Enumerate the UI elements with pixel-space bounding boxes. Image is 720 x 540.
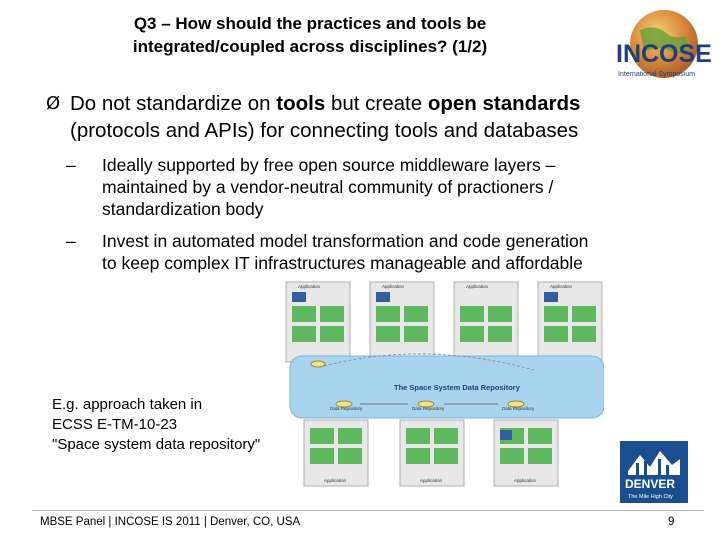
bullet-text-part1: Do not standardize on: [70, 92, 277, 115]
application-label-bottom-2: Application: [420, 478, 443, 483]
application-box-top-3: [454, 282, 518, 362]
bullet-bold-tools: tools: [276, 92, 326, 115]
denver-logo: [620, 441, 688, 503]
slide-title: [60, 12, 560, 58]
application-label-bottom-3: Application: [514, 478, 537, 483]
denver-logo-text: DENVER: [625, 477, 676, 491]
data-repository-label-1: Data Repository: [330, 406, 363, 411]
sub-bullet-2-line-1: Invest in automated model transformation and code generation: [102, 231, 589, 251]
bullet-text-part2: but create: [325, 92, 428, 115]
application-box-top-4: [538, 282, 602, 362]
repository-label: The Space System Data Repository: [394, 383, 520, 392]
incose-logo: [610, 6, 716, 88]
title-line-1: Q3 – How should the practices and tools be: [133, 14, 487, 33]
application-label-top-2: Application: [382, 284, 405, 289]
space-system-data-repository-diagram: [284, 278, 604, 498]
bullet-bold-open-standards: open standards: [427, 92, 581, 115]
application-label-top-3: Application: [466, 284, 489, 289]
application-label-top-4: Application: [550, 284, 573, 289]
example-line-2: ECSS E-TM-10-23: [52, 416, 178, 433]
sub-bullet-2-line-2: to keep complex IT infrastructures manageable and affordable: [102, 253, 583, 273]
sub-bullet-1-line-2: maintained by a vendor-neutral community of practioners /: [102, 177, 554, 197]
data-repository-label-2: Data Repository: [412, 406, 445, 411]
application-box-top-1: [286, 282, 350, 362]
application-box-bottom-2: [400, 420, 464, 486]
example-caption: [52, 395, 312, 455]
application-box-bottom-3: [494, 420, 558, 486]
data-repository-label-3: Data Repository: [502, 406, 535, 411]
bullet-arrow-icon: Ø: [46, 93, 61, 114]
incose-logo-subtext: International Symposium: [618, 71, 696, 78]
application-label-top-1: Application: [298, 284, 321, 289]
example-line-1: E.g. approach taken in: [52, 396, 203, 413]
sub-bullet-1-line-3: standardization body: [102, 199, 264, 219]
title-line-2: integrated/coupled across disciplines? (1/2): [132, 37, 488, 56]
page-number: 9: [668, 516, 675, 528]
sub-bullet-1-line-1: Ideally supported by free open source middleware layers –: [102, 155, 556, 175]
sub-bullet-2-dash: –: [66, 231, 76, 251]
application-box-bottom-1: [304, 420, 368, 486]
sub-bullet-1-dash: –: [66, 155, 76, 175]
denver-logo-subtext: The Mile High City: [628, 494, 673, 500]
incose-logo-text: INCOSE: [616, 40, 712, 68]
footer-divider: [32, 510, 704, 511]
example-line-3: "Space system data repository": [52, 436, 261, 453]
footer-text: MBSE Panel | INCOSE IS 2011 | Denver, CO, USA: [40, 516, 301, 528]
bullet-text-part3: (protocols and APIs) for connecting tools and databases: [70, 119, 579, 142]
application-box-top-2: [370, 282, 434, 362]
application-label-bottom-1: Application: [324, 478, 347, 483]
